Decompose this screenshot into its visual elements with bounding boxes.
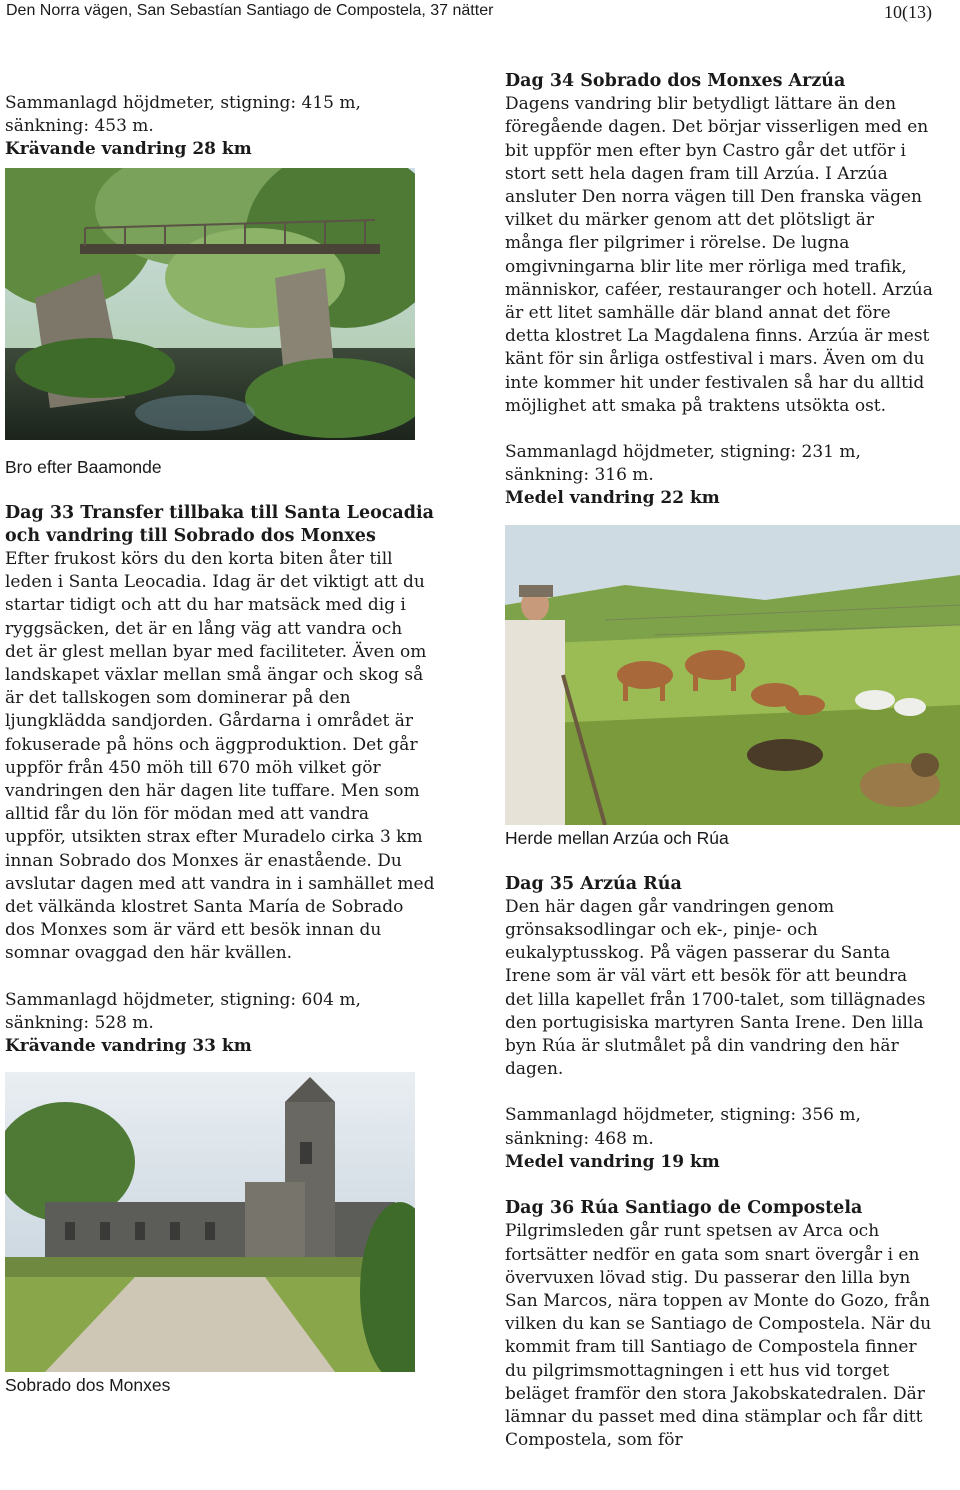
- photo-bridge: [5, 168, 415, 440]
- photo-caption: Herde mellan Arzúa och Rúa: [505, 827, 729, 848]
- stats-ascent: Sammanlagd höjdmeter, stigning: 415 m,: [5, 93, 361, 113]
- photo-caption: Bro efter Baamonde: [5, 456, 162, 477]
- stats-descent: sänkning: 468 m.: [505, 1128, 654, 1149]
- stats-ascent: Sammanlagd höjdmeter, stigning: 231 m,: [505, 442, 861, 463]
- difficulty-label: Medel vandring 22 km: [505, 488, 720, 509]
- left-column: [5, 92, 435, 1397]
- stats-descent: sänkning: 453 m.: [5, 116, 154, 137]
- right-column: [505, 70, 935, 1452]
- day-36-body: Pilgrimsleden går runt spetsen av Arca och fortsätter nedför en gata som snart övergår i en övervuxen lövad stig. Du passerar den lilla byn San Marcos, nära toppen av Monte do Gozo, från vilken du kan se Santiago de Compostela. När du kommit fram till Santiago de Compostela finner du pilgrimsmottagningen i ett hus vid torget beläget framför den stora Jakobskatedralen. Där lämnar du passet med dina stämplar och får ditt Compostela, som för: [505, 1221, 932, 1451]
- day-34-heading: Dag 34 Sobrado dos Monxes Arzúa: [505, 71, 846, 91]
- stats-ascent: Sammanlagd höjdmeter, stigning: 356 m,: [505, 1105, 861, 1126]
- page-header: [0, 0, 960, 28]
- difficulty-label: Krävande vandring 33 km: [5, 1036, 252, 1057]
- day-36-heading: Dag 36 Rúa Santiago de Compostela: [505, 1198, 863, 1219]
- stats-descent: sänkning: 316 m.: [505, 465, 654, 486]
- document-title: Den Norra vägen, San Sebastían Santiago de Compostela, 37 nätter: [6, 2, 494, 19]
- photo-shepherd: [505, 525, 960, 825]
- photo-monastery: [5, 1072, 415, 1372]
- day-33-heading: Dag 33 Transfer tillbaka till Santa Leocadia och vandring till Sobrado dos Monxes: [5, 502, 434, 546]
- day-33-body: Efter frukost körs du den korta biten åter till leden i Santa Leocadia. Idag är det viktigt att du startar tidigt och att du har matsäck med dig i ryggsäcken, det är en lång väg att vandra och det är glest mellan byar med faciliteter. Även om landskapet växlar mellan små ängar och skog så är det tallskogen som dominerar på den ljungklädda sandjorden. Gårdarna i området är fokuserade på höns och äggproduktion. Det går uppför från 450 möh till 670 möh vilket gör vandringen den här dagen lite tuffare. Men som alltid får du lön för mödan med att vandra uppför, utsikten strax efter Muradelo cirka 3 km innan Sobrado dos Monxes är enastående. Du avslutar dagen med att vandra in i samhället med det välkända klostret Santa María de Sobrado dos Monxes som är värd ett besök innan du somnar ovaggad den här kvällen.: [5, 549, 435, 964]
- photo-caption: Sobrado dos Monxes: [5, 1375, 171, 1396]
- day-34-body: Dagens vandring blir betydligt lättare än den föregående dagen. Det börjar visserligen med en bit uppför men efter byn Castro går det utför i stort sett hela dagen fram till Arzúa. I Arzúa ansluter Den norra vägen till Den franska vägen vilket du märker genom att det plötsligt är många fler pilgrimer i rörelse. De lugna omgivningarna blir lite mer rörliga med trafik, människor, caféer, restauranger och hotell. Arzúa är ett litet samhälle där bland annat det före detta klostret La Magdalena finns. Arzúa är mest känt för sin årliga ostfestival i mars. Även om du inte kommer hit under festivalen så har du alltid möjlighet att smaka på traktens utsökta ost.: [505, 94, 933, 416]
- stats-ascent: Sammanlagd höjdmeter, stigning: 604 m,: [5, 989, 361, 1010]
- stats-descent: sänkning: 528 m.: [5, 1012, 154, 1033]
- difficulty-label: Krävande vandring 28 km: [5, 139, 252, 160]
- page-number: 10(13): [884, 2, 932, 22]
- difficulty-label: Medel vandring 19 km: [505, 1151, 720, 1172]
- day-35-heading: Dag 35 Arzúa Rúa: [505, 873, 682, 894]
- day-35-body: Den här dagen går vandringen genom grönsaksodlingar och ek-, pinje- och eukalyptusskog. På vägen passerar du Santa Irene som är väl värt ett besök för att beundra det lilla kapellet från 1700-talet, som tillägnades den portugisiska martyren Santa Irene. Den lilla byn Rúa är slutmålet på din vandring den här dagen.: [505, 896, 926, 1080]
